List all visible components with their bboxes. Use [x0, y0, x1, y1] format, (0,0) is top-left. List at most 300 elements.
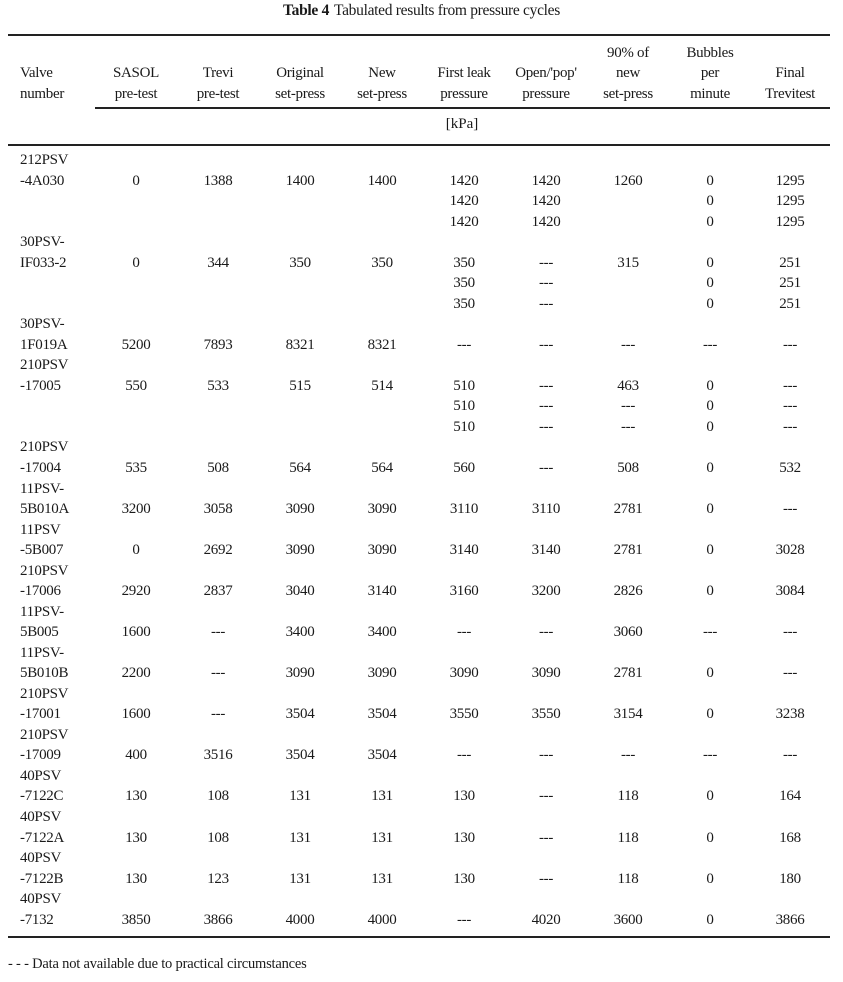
table-cell [259, 848, 341, 869]
table-cell [177, 602, 259, 623]
table-cell: 535 [125, 459, 147, 476]
table-cell [587, 766, 669, 787]
table-cell: 2692 [203, 542, 233, 559]
column-header-line: minute [690, 85, 730, 102]
table-cell [341, 725, 423, 746]
table-cell [669, 520, 751, 541]
table-cell: 180 [779, 870, 801, 887]
table-cell [751, 889, 829, 910]
column-header-line: new [615, 65, 641, 81]
table-cell [423, 807, 505, 828]
table-cell [423, 437, 505, 458]
valve-number: 11PSV- [20, 644, 64, 661]
table-cell: --- [456, 747, 472, 764]
table-cell [423, 150, 505, 171]
table-cell: 510 [453, 418, 475, 435]
table-cell [505, 520, 587, 541]
table-cell [423, 520, 505, 541]
table-row [20, 314, 829, 335]
table-cell [587, 232, 669, 253]
table-cell [95, 273, 177, 294]
column-header-line: pre-test [114, 85, 158, 102]
table-cell [341, 766, 423, 787]
table-cell [177, 150, 259, 171]
table-cell: 131 [289, 870, 311, 887]
table-cell: 168 [779, 829, 801, 846]
table-cell: 1388 [203, 172, 233, 189]
table-cell [259, 396, 341, 417]
valve-number: 1F019A [20, 336, 68, 353]
valve-number: 30PSV- [20, 234, 65, 251]
table-row [20, 869, 829, 890]
table-cell: 3090 [367, 665, 397, 682]
table-row [20, 540, 829, 561]
valve-number: 5B010B [20, 665, 69, 682]
valve-number [20, 191, 95, 212]
table-row [20, 396, 829, 417]
table-row [20, 253, 829, 274]
valve-number [20, 294, 95, 315]
table-cell: 1420 [449, 193, 479, 210]
column-header [20, 42, 95, 104]
table-cell [177, 889, 259, 910]
table-cell [505, 766, 587, 787]
valve-number: 40PSV [20, 891, 62, 908]
table-cell: 4000 [367, 911, 397, 928]
valve-number: 210PSV [20, 439, 69, 456]
table-cell [259, 889, 341, 910]
table-cell: 108 [207, 788, 229, 805]
table-cell [95, 807, 177, 828]
table-cell: 251 [779, 254, 801, 271]
table-cell: --- [538, 254, 554, 271]
table-cell: --- [702, 336, 718, 353]
table-cell: 560 [453, 459, 475, 476]
column-header [505, 42, 587, 104]
table-cell [423, 232, 505, 253]
table-cell: 3238 [775, 706, 805, 723]
table-cell: 3400 [285, 624, 315, 641]
table-cell: 0 [706, 459, 714, 476]
table-cell: 2837 [203, 583, 233, 600]
table-cell [95, 417, 177, 438]
table-cell: 118 [617, 870, 639, 887]
table-cell: 350 [453, 295, 475, 312]
table-cell: --- [782, 747, 798, 764]
valve-number [20, 417, 95, 438]
valve-number: 210PSV [20, 562, 69, 579]
column-header-line: set-press [603, 85, 653, 102]
table-cell [177, 314, 259, 335]
table-cell [341, 191, 423, 212]
table-cell [669, 684, 751, 705]
table-cell: 1260 [613, 172, 643, 189]
table-row [20, 376, 829, 397]
table-cell [259, 479, 341, 500]
table-cell [177, 725, 259, 746]
table-cell: 2781 [613, 501, 643, 518]
table-cell [259, 602, 341, 623]
table-cell [423, 684, 505, 705]
table-row [20, 212, 829, 233]
valve-number: -7122A [20, 829, 65, 846]
table-cell: --- [620, 418, 636, 435]
table-cell [177, 232, 259, 253]
table-cell [587, 520, 669, 541]
table-cell [341, 479, 423, 500]
table-cell [341, 848, 423, 869]
table-cell: --- [782, 377, 798, 394]
table-row [20, 663, 829, 684]
table-cell: 1420 [531, 172, 561, 189]
table-cell [587, 314, 669, 335]
footnote: - - - Data not available due to practical circumstances [8, 956, 307, 972]
table-cell: 564 [289, 459, 311, 476]
table-cell: 0 [706, 829, 714, 846]
table-cell [177, 807, 259, 828]
table-cell [423, 848, 505, 869]
table-cell [341, 602, 423, 623]
table-cell: 3200 [121, 501, 151, 518]
table-cell [259, 314, 341, 335]
table-cell: 532 [779, 459, 801, 476]
table-cell: --- [538, 275, 554, 292]
table-cell [587, 273, 669, 294]
table-cell [259, 766, 341, 787]
table-cell: --- [620, 398, 636, 415]
table-cell [259, 725, 341, 746]
table-cell [587, 684, 669, 705]
table-row [20, 889, 829, 910]
table-cell: --- [210, 706, 226, 723]
table-cell [177, 437, 259, 458]
table-cell: 0 [706, 542, 714, 559]
table-cell [95, 314, 177, 335]
table-cell [423, 561, 505, 582]
table-cell [95, 643, 177, 664]
table-cell [95, 725, 177, 746]
table-cell: --- [538, 459, 554, 476]
table-cell [341, 643, 423, 664]
column-header-line: pressure [522, 85, 570, 102]
table-cell: --- [782, 665, 798, 682]
table-cell [341, 150, 423, 171]
table-header [20, 42, 829, 104]
table-row [20, 684, 829, 705]
valve-number: -7122C [20, 788, 64, 805]
table-cell: 3550 [531, 706, 561, 723]
table-cell [259, 520, 341, 541]
table-cell [505, 684, 587, 705]
table-cell: 8321 [367, 336, 397, 353]
table-row [20, 479, 829, 500]
table-row [20, 643, 829, 664]
column-header-line: Open/'pop' [515, 65, 577, 81]
valve-number: 40PSV [20, 767, 62, 784]
table-row [20, 622, 829, 643]
valve-number: -17006 [20, 583, 61, 600]
table-cell: 130 [453, 788, 475, 805]
table-cell [751, 561, 829, 582]
table-cell: 2200 [121, 665, 151, 682]
bottom-rule [8, 936, 830, 938]
table-cell [177, 848, 259, 869]
table-cell: 3504 [285, 706, 315, 723]
table-cell [259, 191, 341, 212]
table-row [20, 910, 829, 931]
column-header-line: number [20, 85, 65, 102]
table-cell: --- [456, 911, 472, 928]
table-cell: 1295 [775, 172, 805, 189]
table-cell [177, 355, 259, 376]
table-row [20, 335, 829, 356]
table-cell [587, 602, 669, 623]
table-cell: 130 [125, 788, 147, 805]
table-cell: 510 [453, 377, 475, 394]
table-cell [751, 437, 829, 458]
table-cell [587, 561, 669, 582]
table-cell: --- [210, 624, 226, 641]
column-header-line: Original [276, 65, 324, 81]
table-cell: 463 [617, 377, 639, 394]
table-cell [95, 355, 177, 376]
table-cell: 550 [125, 377, 147, 394]
table-row [20, 355, 829, 376]
table-cell: 0 [706, 665, 714, 682]
table-cell [587, 355, 669, 376]
table-cell: --- [538, 295, 554, 312]
table-cell [669, 889, 751, 910]
table-row [20, 745, 829, 766]
table-cell [259, 807, 341, 828]
table-cell [751, 725, 829, 746]
column-header-line: Trevitest [764, 85, 816, 102]
table-cell [423, 725, 505, 746]
table-cell: 251 [779, 275, 801, 292]
table-cell: 0 [706, 295, 714, 312]
table-cell: 3866 [203, 911, 233, 928]
table-cell [177, 273, 259, 294]
table-cell [341, 294, 423, 315]
table-cell [751, 848, 829, 869]
table-cell [751, 684, 829, 705]
table-cell [95, 848, 177, 869]
table-cell: 3504 [367, 747, 397, 764]
valve-number: -7122B [20, 870, 64, 887]
table-cell [177, 294, 259, 315]
table-cell: --- [620, 336, 636, 353]
table-cell: 3550 [449, 706, 479, 723]
table-cell [505, 561, 587, 582]
table-cell: 3504 [285, 747, 315, 764]
table-cell: --- [538, 788, 554, 805]
table-row [20, 171, 829, 192]
table-cell: 3110 [449, 501, 479, 518]
table-row [20, 766, 829, 787]
valve-number: -17004 [20, 459, 61, 476]
table-cell: --- [782, 418, 798, 435]
table-cell: 0 [706, 275, 714, 292]
table-cell [95, 232, 177, 253]
table-cell: 350 [453, 275, 475, 292]
table-row [20, 191, 829, 212]
table-cell [341, 520, 423, 541]
table-cell: --- [782, 398, 798, 415]
table-cell [587, 150, 669, 171]
table-cell [95, 889, 177, 910]
table-cell [423, 889, 505, 910]
table-cell: 3140 [531, 542, 561, 559]
table-cell: 0 [132, 172, 140, 189]
table-cell [177, 479, 259, 500]
table-cell: 350 [453, 254, 475, 271]
table-cell: 3516 [203, 747, 233, 764]
table-cell [669, 725, 751, 746]
table-cell [751, 807, 829, 828]
table-cell [505, 889, 587, 910]
table-cell: 1600 [121, 624, 151, 641]
table-cell: --- [702, 747, 718, 764]
table-cell [587, 294, 669, 315]
table-cell [751, 766, 829, 787]
table-cell [177, 191, 259, 212]
table-cell [505, 479, 587, 500]
table-row [20, 273, 829, 294]
table-row [20, 232, 829, 253]
valve-number [20, 212, 95, 233]
table-cell [505, 314, 587, 335]
table-row [20, 581, 829, 602]
table-cell [423, 766, 505, 787]
table-cell: 0 [706, 213, 714, 230]
table-row [20, 602, 829, 623]
table-cell [177, 766, 259, 787]
table-cell [177, 684, 259, 705]
table-cell [259, 437, 341, 458]
table-cell [341, 561, 423, 582]
table-cell [95, 150, 177, 171]
table-cell [669, 355, 751, 376]
valve-number: 11PSV- [20, 480, 64, 497]
table-cell [177, 417, 259, 438]
table-cell [505, 150, 587, 171]
table-cell [751, 150, 829, 171]
table-cell: --- [538, 398, 554, 415]
table-cell: 1295 [775, 213, 805, 230]
table-cell [423, 643, 505, 664]
table-cell [259, 561, 341, 582]
column-header-line: SASOL [112, 65, 159, 81]
valve-number: -17009 [20, 747, 61, 764]
table-cell: 3084 [775, 583, 805, 600]
table-cell: 1295 [775, 193, 805, 210]
table-cell [95, 212, 177, 233]
table-cell: --- [538, 336, 554, 353]
table-cell: --- [456, 336, 472, 353]
valve-number: 40PSV [20, 809, 62, 825]
table-cell [587, 725, 669, 746]
table-cell [177, 212, 259, 233]
column-header-line: pressure [440, 85, 488, 102]
table-cell: 1420 [531, 213, 561, 230]
column-header-line: New [368, 65, 396, 81]
table-cell [95, 520, 177, 541]
table-cell [669, 602, 751, 623]
header-bottom-rule [8, 144, 830, 146]
table-row [20, 848, 829, 869]
table-cell: 131 [371, 788, 393, 805]
table-cell: 3060 [613, 624, 643, 641]
column-header [669, 42, 751, 104]
table-cell [587, 848, 669, 869]
table-cell: 118 [617, 788, 639, 805]
table-cell [505, 437, 587, 458]
table-row [20, 725, 829, 746]
table-cell: 0 [132, 542, 140, 559]
table-cell: --- [702, 624, 718, 641]
table-cell [95, 684, 177, 705]
table-cell: 3140 [449, 542, 479, 559]
table-cell [505, 807, 587, 828]
table-cell: 0 [706, 418, 714, 435]
table-title [0, 2, 843, 20]
table-cell [341, 314, 423, 335]
table-cell [505, 725, 587, 746]
table-cell: 3600 [613, 911, 643, 928]
valve-number: 11PSV- [20, 603, 64, 620]
valve-number: -4A030 [20, 172, 65, 189]
table-cell: 3090 [449, 665, 479, 682]
table-cell: --- [456, 624, 472, 641]
top-rule [8, 34, 830, 36]
table-row [20, 786, 829, 807]
table-cell [95, 396, 177, 417]
table-cell: 3090 [285, 542, 315, 559]
table-cell: --- [538, 747, 554, 764]
table-cell: 515 [289, 377, 311, 394]
table-cell [751, 314, 829, 335]
table-cell [259, 273, 341, 294]
table-cell: 4020 [531, 911, 561, 928]
header-rule [95, 107, 830, 109]
table-row [20, 150, 829, 171]
table-cell: 1420 [531, 193, 561, 210]
table-cell [423, 479, 505, 500]
table-cell: 3200 [531, 583, 561, 600]
table-cell [423, 602, 505, 623]
table-cell: 508 [207, 459, 229, 476]
table-cell: --- [538, 418, 554, 435]
table-cell [669, 314, 751, 335]
table-cell: 3504 [367, 706, 397, 723]
table-cell: 400 [125, 747, 147, 764]
table-cell: --- [538, 870, 554, 887]
table-row [20, 499, 829, 520]
table-cell: 508 [617, 459, 639, 476]
table-cell: 3058 [203, 501, 233, 518]
table-cell [341, 355, 423, 376]
table-cell [259, 212, 341, 233]
column-header-line: per [700, 65, 720, 81]
table-cell: 0 [706, 706, 714, 723]
table-cell: 3154 [613, 706, 643, 723]
table-cell: 0 [706, 377, 714, 394]
table-cell: --- [538, 624, 554, 641]
valve-number: 210PSV [20, 357, 69, 374]
table-cell [177, 643, 259, 664]
column-header [177, 42, 259, 104]
table-cell: 0 [706, 583, 714, 600]
